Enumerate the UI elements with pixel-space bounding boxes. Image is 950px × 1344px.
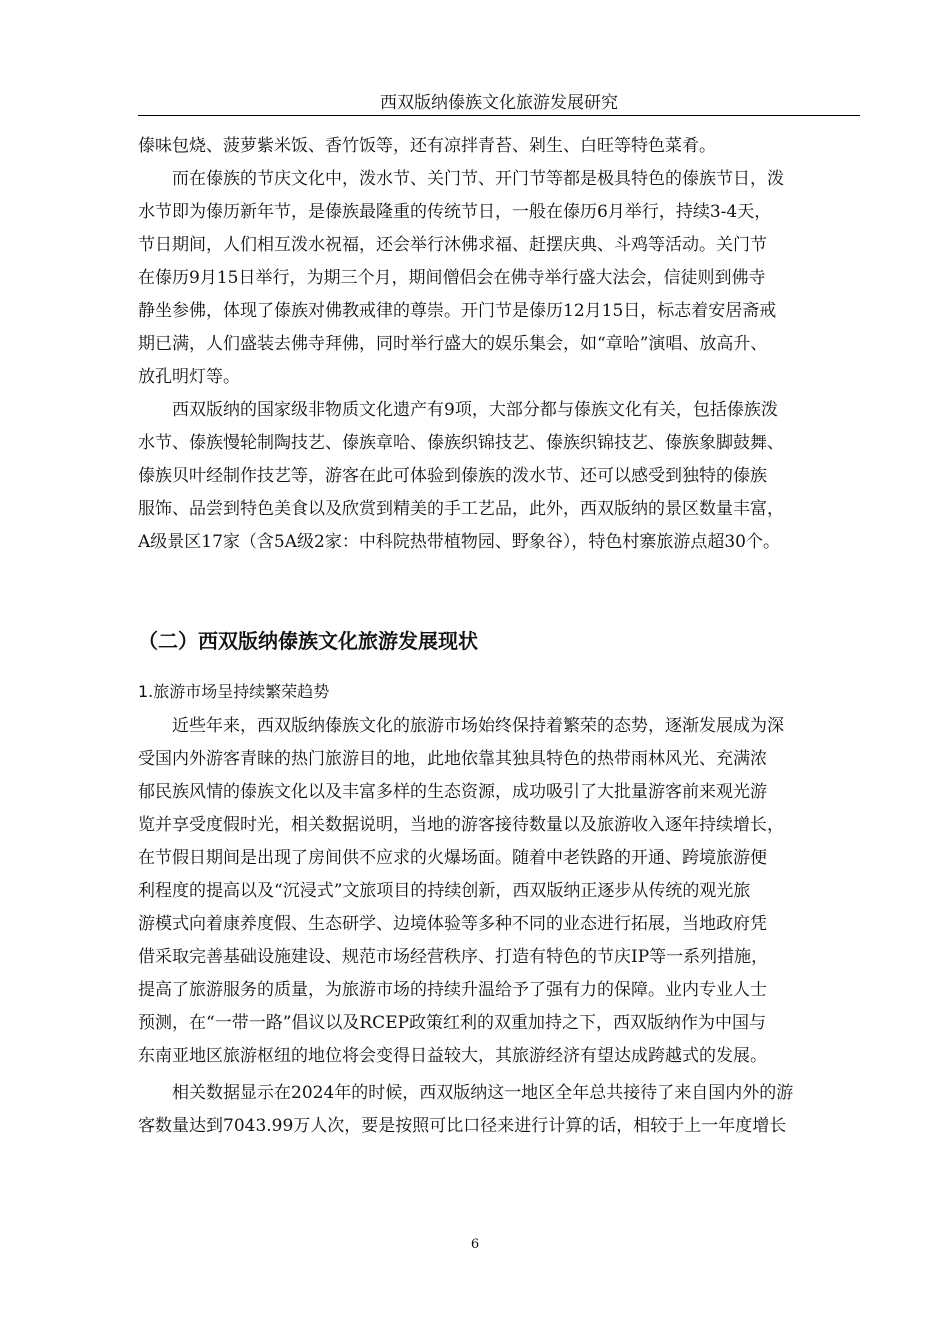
text-line: 近些年来，西双版纳傣族文化的旅游市场始终保持着繁荣的态势，逐渐发展成为深 <box>172 716 784 736</box>
subsection-heading: 1.旅游市场呈持续繁荣趋势 <box>138 682 330 701</box>
page-header-title: 西双版纳傣族文化旅游发展研究 <box>380 93 618 113</box>
text-line: 受国内外游客青睐的热门旅游目的地，此地依靠其独具特色的热带雨林风光、充满浓 <box>138 749 767 769</box>
text-line: 游模式向着康养度假、生态研学、边境体验等多种不同的业态进行拓展，当地政府凭 <box>138 914 767 934</box>
text-line: 借采取完善基础设施建设、规范市场经营秩序、打造有特色的节庆IP等一系列措施， <box>138 947 769 967</box>
text-line: 西双版纳的国家级非物质文化遗产有9项，大部分都与傣族文化有关，包括傣族泼 <box>172 400 778 420</box>
text-line: 傣族贝叶经制作技艺等，游客在此可体验到傣族的泼水节、还可以感受到独特的傣族 <box>138 466 767 486</box>
paragraph-food <box>138 130 860 163</box>
paragraph-market-trend <box>138 710 860 1073</box>
text-line: 相关数据显示在2024年的时候，西双版纳这一地区全年总共接待了来自国内外的游 <box>172 1083 794 1103</box>
text-line: 静坐参佛，体现了傣族对佛教戒律的尊崇。开门节是傣历12月15日，标志着安居斋戒 <box>138 301 777 321</box>
text-line: 水节、傣族慢轮制陶技艺、傣族章哈、傣族织锦技艺、傣族织锦技艺、傣族象脚鼓舞、 <box>138 433 784 453</box>
text-line: 郁民族风情的傣族文化以及丰富多样的生态资源，成功吸引了大批量游客前来观光游 <box>138 782 767 802</box>
paragraph-festivals <box>138 163 860 394</box>
text-line: 利程度的提高以及“沉浸式”文旅项目的持续创新，西双版纳正逐步从传统的观光旅 <box>138 881 751 901</box>
section-heading: （二）西双版纳傣族文化旅游发展现状 <box>138 629 478 653</box>
text-line: 服饰、品尝到特色美食以及欣赏到精美的手工艺品，此外，西双版纳的景区数量丰富， <box>138 499 784 519</box>
text-line: 在傣历9月15日举行，为期三个月，期间僧侣会在佛寺举行盛大法会，信徒则到佛寺 <box>138 268 766 288</box>
text-line: 期已满，人们盛装去佛寺拜佛，同时举行盛大的娱乐集会，如“章哈”演唱、放高升、 <box>138 334 768 354</box>
text-line: 在节假日期间是出现了房间供不应求的火爆场面。随着中老铁路的开通、跨境旅游便 <box>138 848 767 868</box>
text-line: 客数量达到7043.99万人次，要是按照可比口径来进行计算的话，相较于上一年度增长 <box>138 1116 787 1136</box>
text-line: 水节即为傣历新年节，是傣族最隆重的传统节日，一般在傣历6月举行，持续3-4天， <box>138 202 772 222</box>
text-line: 放孔明灯等。 <box>138 367 240 387</box>
text-line: 而在傣族的节庆文化中，泼水节、关门节、开门节等都是极具特色的傣族节日，泼 <box>172 169 784 189</box>
page-number: 6 <box>470 1237 480 1252</box>
text-line: A级景区17家（含5A级2家：中科院热带植物园、野象谷），特色村寨旅游点超30个。 <box>138 532 780 552</box>
paragraph-statistics <box>138 1077 860 1143</box>
text-line: 提高了旅游服务的质量，为旅游市场的持续升温给予了强有力的保障。业内专业人士 <box>138 980 767 1000</box>
paragraph-heritage <box>138 394 860 559</box>
text-line: 东南亚地区旅游枢纽的地位将会变得日益较大，其旅游经济有望达成跨越式的发展。 <box>138 1046 767 1066</box>
body-text-bottom <box>138 710 860 1143</box>
body-text-top <box>138 130 860 559</box>
text-line: 傣味包烧、菠萝紫米饭、香竹饭等，还有凉拌青苔、剁生、白旺等特色菜肴。 <box>138 136 716 156</box>
header-divider <box>138 115 860 116</box>
text-line: 节日期间，人们相互泼水祝福，还会举行沐佛求福、赶摆庆典、斗鸡等活动。关门节 <box>138 235 767 255</box>
text-line: 览并享受度假时光，相关数据说明，当地的游客接待数量以及旅游收入逐年持续增长， <box>138 815 784 835</box>
text-line: 预测，在“一带一路”倡议以及RCEP政策红利的双重加持之下，西双版纳作为中国与 <box>138 1013 767 1033</box>
